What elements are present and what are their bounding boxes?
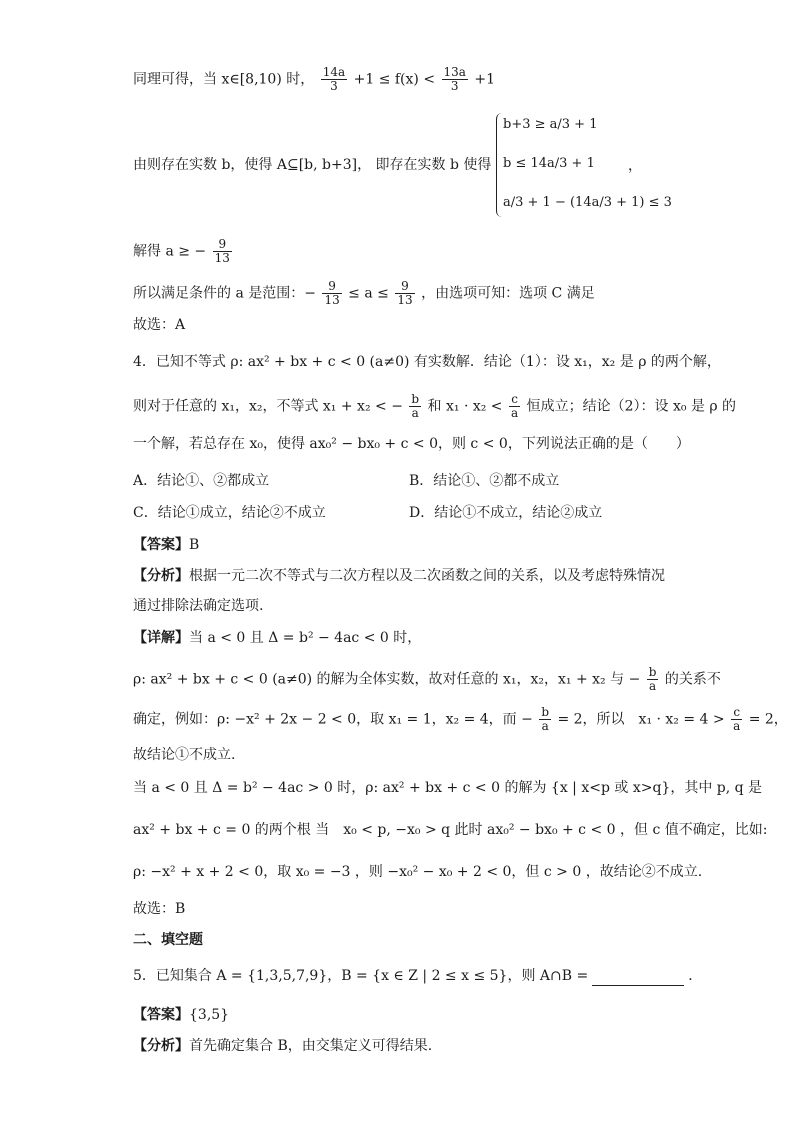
text-line: 同理可得，当 x∈[8,10) 时， $\frac{14a}{3}$ +1 ≤ f(x) < $\frac{13a}{3}$ +1 [133,65,496,93]
comma: ， [628,158,642,174]
fraction: $\frac{c}{a}$ [510,392,519,420]
fraction: $\frac{b}{a}$ [541,705,550,733]
text-line: 所以满足条件的 a 是范围：− $\frac{9}{13}$ ≤ a ≤ $\frac{9}{13}$ ，由选项可知：选项 C 满足 [133,279,595,307]
text-line: 故选：A [133,317,186,333]
answer-5-line: 【答案】{3,5} [133,1007,230,1023]
text-line: 由则存在实数 b，使得 A⊆[b, b+3]， 即存在实数 b 使得 [133,157,492,173]
analysis-line-1: 【分析】根据一元二次不等式与二次方程以及二次函数之间的关系，以及考虑特殊情况 [133,568,665,584]
option-b: B．结论①、②都不成立 [409,473,560,489]
detail-line-4: 故结论①不成立. [133,747,236,763]
option-row-1 [133,471,673,491]
option-a: A．结论①、②都成立 [133,473,270,489]
detail-line-6: ax² + bx + c = 0 的两个根 当 x₀ < p, −x₀ > q 此时 ax₀² − bx₀ + c < 0 ，但 c 值不确定，比如: [133,822,768,838]
analysis-5-line: 【分析】首先确定集合 B，由交集定义可得结果. [133,1038,433,1054]
question-4-line-3: 一个解，若总存在 x₀，使得 ax₀² − bx₀ + c < 0，则 c < 0，下列说法正确的是（ ） [133,436,690,452]
question-4-line-2: 则对于任意的 x₁，x₂，不等式 x₁ + x₂ < − $\frac{b}{a}$ 和 x₁ · x₂ < $\frac{c}{a}$ 恒成立；结论（2）：设 x₀ 是 ρ 的 [133,392,737,420]
text-line: 解得 a ≥ − $\frac{9}{13}$ [133,237,230,265]
fraction: $\frac{b}{a}$ [411,392,420,420]
detail-line-7: ρ: −x² + x + 2 < 0，取 x₀ = −3 ，则 −x₀² − x₀ + 2 < 0，但 c > 0 ，故结论②不成立. [133,864,703,880]
detail-line-5: 当 a < 0 且 Δ = b² − 4ac > 0 时，ρ: ax² + bx + c < 0 的解为 {x | x<p 或 x>q}，其中 p, q 是 [133,780,763,796]
answer-line: 【答案】B [133,537,200,553]
fraction: $\frac{14a}{3}$ [322,65,346,93]
fraction: $\frac{9}{13}$ [397,279,413,307]
fraction: $\frac{9}{13}$ [324,279,340,307]
question-4-line-1: 4．已知不等式 ρ: ax² + bx + c < 0 (a≠0) 有实数解．结论（1）：设 x₁，x₂ 是 ρ 的两个解， [133,354,721,370]
section-heading: 二、填空题 [133,932,203,948]
option-row-2 [133,503,673,523]
system-eq-3: a/3 + 1 − (14a/3 + 1) ≤ 3 [503,195,672,210]
fraction: $\frac{13a}{3}$ [443,65,466,93]
detail-line-3: 确定，例如：ρ: −x² + 2x − 2 < 0，取 x₁ = 1，x₂ = 4，而 − $\frac{b}{a}$ = 2，所以 x₁ · x₂ = 4 > $\frac{c}{a}$ = 2， [133,705,788,733]
question-5-line: 5．已知集合 A = {1,3,5,7,9}，B = {x ∈ Z | 2 ≤ x ≤ 5}，则 A∩B = ． [133,968,703,984]
fraction: $\frac{c}{a}$ [733,705,741,733]
system-eq-1: b+3 ≥ a/3 + 1 [503,117,598,132]
detail-line-2: ρ: ax² + bx + c < 0 (a≠0) 的解为全体实数，故对任意的 x₁，x₂，x₁ + x₂ 与 − $\frac{b}{a}$ 的关系不 [133,665,721,693]
option-d: D．结论①不成立，结论②成立 [409,505,603,521]
analysis-line-2: 通过排除法确定选项. [133,598,264,614]
answer-blank [592,971,684,986]
option-c: C．结论①成立，结论②不成立 [133,505,326,521]
detail-line-1: 【详解】当 a < 0 且 Δ = b² − 4ac < 0 时， [133,630,422,646]
system-eq-2: b ≤ 14a/3 + 1 [503,156,595,171]
detail-line-8: 故选：B [133,901,186,917]
fraction: $\frac{9}{13}$ [214,237,230,265]
fraction: $\frac{b}{a}$ [648,665,657,693]
